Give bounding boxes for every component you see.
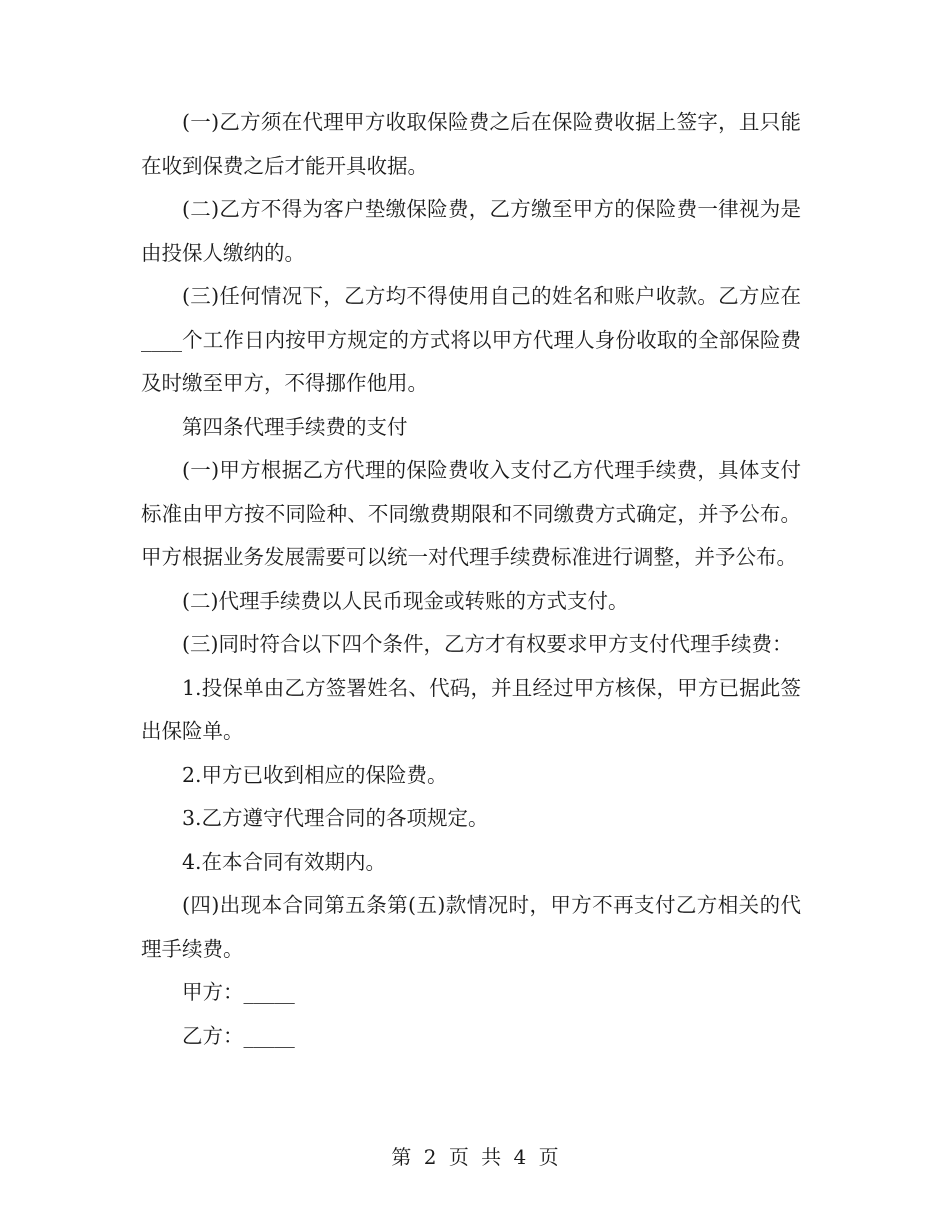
condition-item: 1.投保单由乙方签署姓名、代码，并且经过甲方核保，甲方已据此签出保险单。: [141, 675, 801, 743]
signature-line-party-a: 甲方：_____: [182, 980, 295, 1004]
document-body: [141, 101, 801, 1058]
condition-item: 3.乙方遵守代理合同的各项规定。: [182, 806, 489, 830]
page-number-footer: 第 2 页 共 4 页: [391, 1145, 559, 1169]
clause-paragraph: (四)出现本合同第五条第(五)款情况时，甲方不再支付乙方相关的代理手续费。: [141, 893, 801, 961]
clause-paragraph: (二)代理手续费以人民币现金或转账的方式支付。: [182, 588, 629, 613]
condition-item: 2.甲方已收到相应的保险费。: [182, 762, 448, 787]
condition-item: 4.在本合同有效期内。: [182, 849, 387, 874]
clause-paragraph: (二)乙方不得为客户垫缴保险费，乙方缴至甲方的保险费一律视为是由投保人缴纳的。: [141, 197, 801, 265]
clause-paragraph: (三)任何情况下，乙方均不得使用自己的姓名和账户收款。乙方应在____个工作日内按甲方规定的方式将以甲方代理人身份收取的全部保险费及时缴至甲方，不得挪作他用。: [141, 284, 801, 395]
clause-paragraph: (一)乙方须在代理甲方收取保险费之后在保险费收据上签字，且只能在收到保费之后才能开具收据。: [141, 110, 801, 178]
clause-paragraph: (三)同时符合以下四个条件，乙方才有权要求甲方支付代理手续费：: [182, 632, 793, 656]
clause-paragraph: (一)甲方根据乙方代理的保险费收入支付乙方代理手续费，具体支付标准由甲方按不同险种、不同缴费期限和不同缴费方式确定，并予公布。甲方根据业务发展需要可以统一对代理手续费标准进行调整，并予公布。: [141, 458, 801, 569]
signature-line-party-b: 乙方：_____: [182, 1023, 295, 1048]
section-heading: 第四条代理手续费的支付: [182, 414, 408, 439]
